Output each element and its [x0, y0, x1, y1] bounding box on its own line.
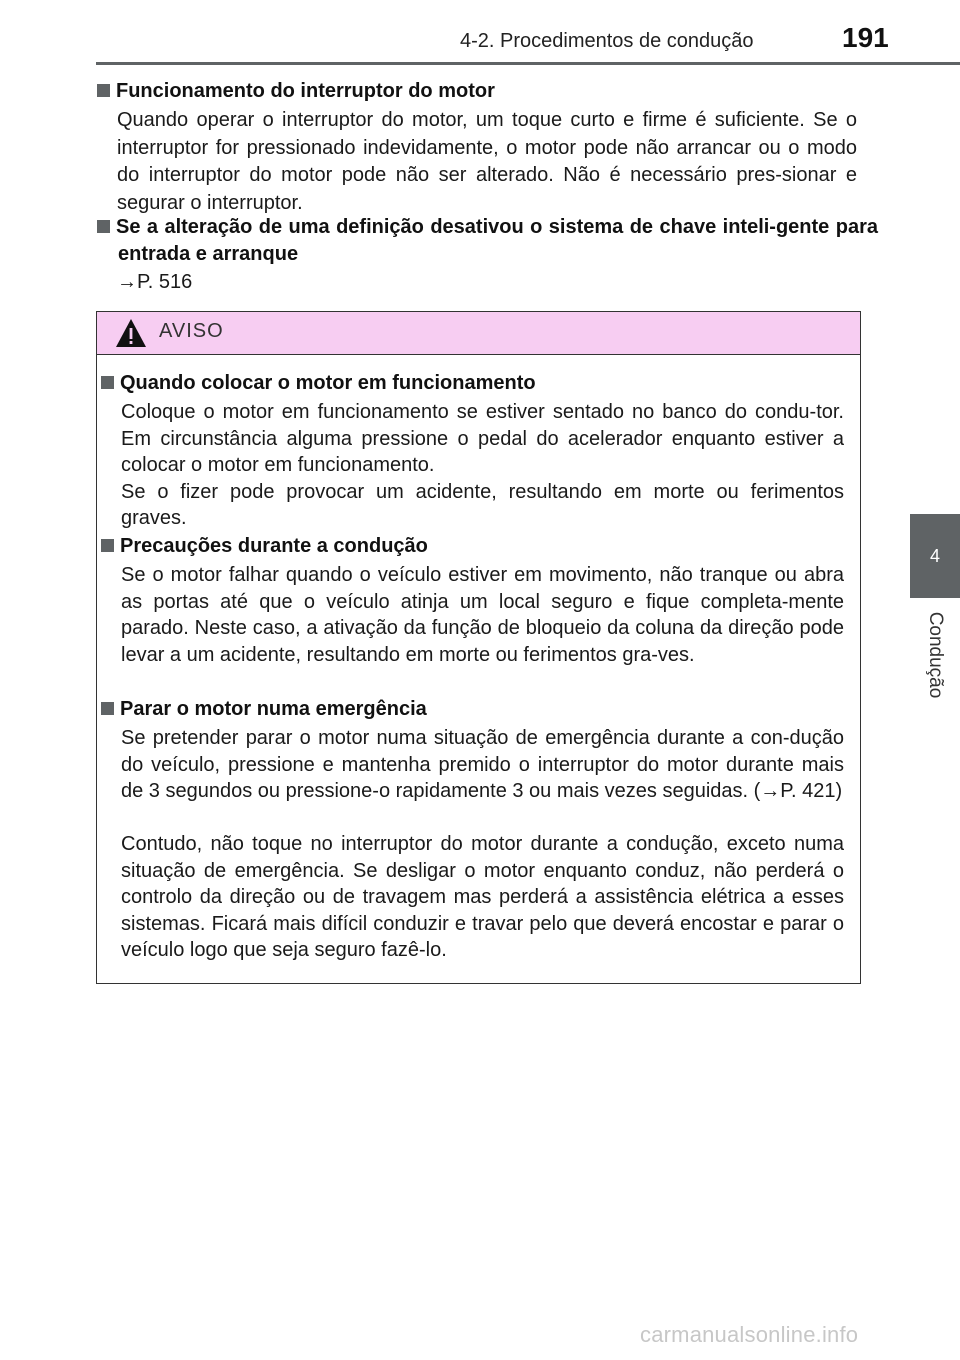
warning-paragraph: Se pretender parar o motor numa situação de emergência durante a con-dução do veículo, pressione e mantenha premido o interruptor do motor durante mais de 3 segundos ou pressione-o rapidamente 3 ou mais vezes seguidas. (→P. 421): [121, 727, 844, 803]
warning-item-heading: Parar o motor numa emergência: [101, 696, 841, 723]
header-divider: [96, 62, 960, 65]
section-heading: Se a alteração de uma definição desativou o sistema de chave inteli-gente para entrada e arranque: [97, 214, 878, 268]
warning-paragraph: Contudo, não toque no interruptor do motor durante a condução, exceto numa situação de emergência. Se desligar o motor enquanto conduz, não perderá o controlo da direção ou de travagem mas perderá a assistência elétrica a esses sistemas. Ficará mais difícil conduzir e travar pelo que deverá encostar e parar o veículo logo que seja seguro fazê-lo.: [121, 833, 844, 962]
warning-item-heading: Quando colocar o motor em funcionamento: [101, 370, 841, 397]
chapter-number: 4: [929, 545, 940, 566]
square-bullet-icon: [97, 220, 110, 233]
section-heading: Funcionamento do interruptor do motor: [97, 78, 857, 105]
warning-paragraph: Se o motor falhar quando o veículo estiver em movimento, não tranque ou abra as portas até que o veículo atinja um local seguro e fique completa-mente parado. Neste caso, a ativação da função de bloqueio da coluna da direção pode levar a um acidente, resultando em morte ou ferimentos gra-ves.: [121, 564, 844, 666]
warning-item-text: [121, 399, 844, 532]
watermark: carmanualsonline.info: [640, 1322, 859, 1347]
warning-item-text: [121, 562, 844, 668]
warning-item-heading: Precauções durante a condução: [101, 533, 841, 560]
page-header: [0, 0, 960, 70]
warning-item-text: [121, 725, 844, 805]
warning-item-text: [121, 831, 844, 964]
chapter-tab: [910, 514, 960, 598]
warning-header: [97, 312, 860, 355]
square-bullet-icon: [101, 702, 114, 715]
section-title: 4-2. Procedimentos de condução: [460, 30, 754, 52]
square-bullet-icon: [101, 539, 114, 552]
square-bullet-icon: [97, 84, 110, 97]
section-paragraph: Quando operar o interruptor do motor, um toque curto e firme é suficiente. Se o interruptor for pressionado indevidamente, o motor pode não arrancar ou o modo do interruptor do motor pode não ser alterado. Não é necessário pres-sionar e segurar o interruptor.: [117, 109, 857, 214]
warning-box: [96, 311, 861, 984]
page-reference: →P. 516: [117, 271, 193, 293]
warning-paragraph: Coloque o motor em funcionamento se estiver sentado no banco do condu-tor. Em circunstância alguma pressione o pedal do acelerador enquanto estiver a colocar o motor em funcionamento.: [121, 401, 844, 477]
warning-triangle-icon: [115, 318, 147, 348]
page-number: 191: [842, 22, 889, 53]
warning-title: AVISO: [159, 320, 224, 342]
chapter-label: Condução: [925, 611, 946, 699]
warning-paragraph: Se o fizer pode provocar um acidente, resultando em morte ou ferimentos graves.: [121, 480, 844, 530]
square-bullet-icon: [101, 376, 114, 389]
